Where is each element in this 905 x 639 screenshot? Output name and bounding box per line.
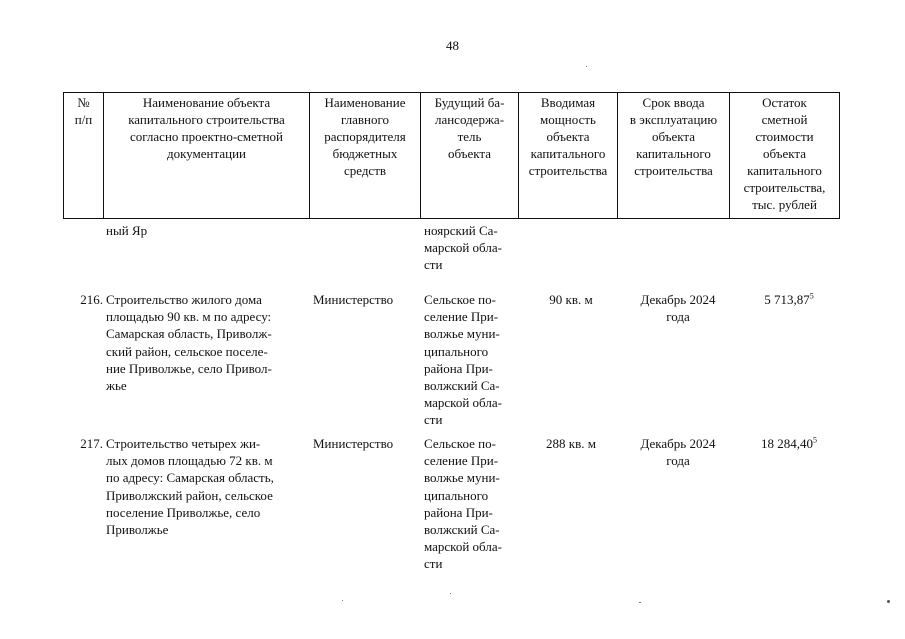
footnote-mark: 5 — [809, 291, 814, 301]
scan-speck — [450, 593, 451, 594]
commissioning-term: Декабрь 2024 года — [640, 436, 716, 469]
object-name: ный Яр — [106, 223, 148, 238]
object-name: Строительство жилого дома площадью 90 кв. м по адресу: Самарская область, Приволж- ский район, сельское поселе- ние Приволжье, село Привол- жье — [106, 292, 272, 394]
capacity: 288 кв. м — [546, 436, 596, 451]
row-number: 216. — [80, 292, 103, 307]
remaining-cost: 18 284,40$^5$ — [761, 435, 817, 451]
row-number: 217. — [80, 436, 103, 451]
capacity: 90 кв. м — [549, 292, 593, 307]
scan-speck — [586, 66, 587, 67]
scan-speck — [639, 602, 641, 603]
balance-holder: ноярский Са- марской обла- сти — [424, 223, 502, 273]
header-number: № п/п — [64, 93, 104, 219]
header-capacity: Вводимая мощность объекта капитального строительства — [519, 93, 618, 219]
ministry: Министерство — [313, 292, 394, 307]
scan-speck — [887, 600, 890, 603]
remaining-cost: 5 713,87$^5$ — [764, 291, 814, 307]
header-balance-holder: Будущий ба- лансодержа- тель объекта — [421, 93, 519, 219]
header-object-name: Наименование объекта капитального строительства согласно проектно-сметной документации — [104, 93, 310, 219]
table-header — [63, 92, 840, 219]
ministry: Министерство — [313, 436, 394, 451]
balance-holder: Сельское по- селение При- волжье муни- ципального района При- волжский Са- марской обла- сти — [424, 292, 502, 428]
header-remaining-cost: Остаток сметной стоимости объекта капитального строительства, тыс. рублей — [730, 93, 840, 219]
object-name: Строительство четырех жи- лых домов площадью 72 кв. м по адресу: Самарская область, Приволжский район, сельское поселение Приволжье, село Приволжье — [106, 436, 274, 538]
commissioning-term: Декабрь 2024 года — [640, 292, 716, 325]
balance-holder: Сельское по- селение При- волжье муни- ципального района При- волжский Са- марской обла- сти — [424, 436, 502, 572]
scan-speck — [342, 600, 343, 601]
page-number: 48 — [446, 38, 459, 53]
header-ministry: Наименование главного распорядителя бюджетных средств — [310, 93, 421, 219]
header-commissioning-term: Срок ввода в эксплуатацию объекта капитального строительства — [618, 93, 730, 219]
footnote-mark: 5 — [813, 435, 817, 445]
